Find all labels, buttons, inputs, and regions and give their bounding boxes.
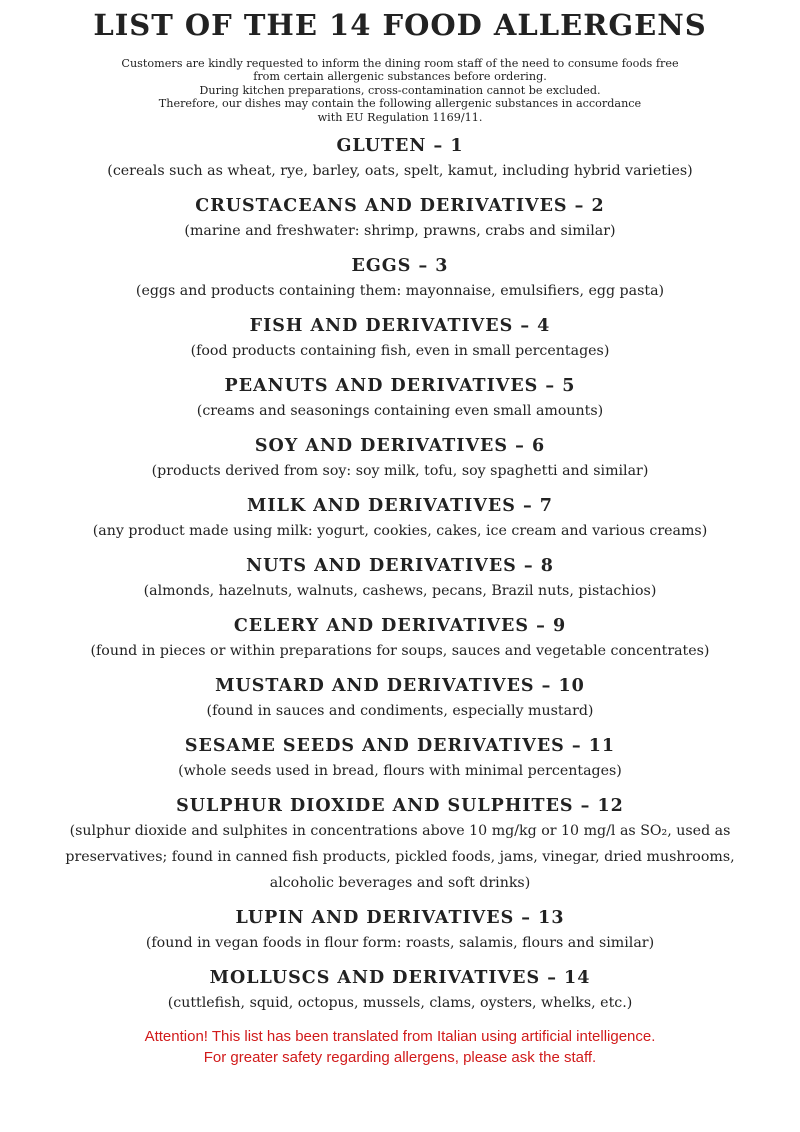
intro-line: from certain allergenic substances before ordering.: [253, 70, 547, 84]
allergen-description: (products derived from soy: soy milk, tofu, soy spaghetti and similar): [151, 463, 649, 480]
allergen-description: (cuttlefish, squid, octopus, mussels, clams, oysters, whelks, etc.): [167, 995, 633, 1012]
allergen-item-lupin: [0, 906, 800, 956]
intro-line: During kitchen preparations, cross-contamination cannot be excluded.: [199, 83, 601, 97]
allergen-item-celery: [0, 614, 800, 664]
allergen-title: CELERY AND DERIVATIVES – 9: [233, 616, 567, 637]
allergen-description: (marine and freshwater: shrimp, prawns, crabs and similar): [184, 223, 616, 240]
allergen-item-peanuts: [0, 374, 800, 424]
warning-line: For greater safety regarding allergens, please ask the staff.: [203, 1049, 597, 1067]
allergen-description: (food products containing fish, even in small percentages): [190, 343, 610, 360]
allergen-item-sulphites: [0, 794, 800, 896]
allergen-title: SULPHUR DIOXIDE AND SULPHITES – 12: [176, 796, 624, 817]
intro-line: with EU Regulation 1169/11.: [317, 110, 483, 124]
allergen-item-fish: [0, 314, 800, 364]
allergen-title: LUPIN AND DERIVATIVES – 13: [235, 908, 565, 929]
allergen-description: (almonds, hazelnuts, walnuts, cashews, pecans, Brazil nuts, pistachios): [143, 583, 657, 600]
warning-line: Attention! This list has been translated from Italian using artificial intelligence.: [144, 1028, 656, 1046]
allergen-item-gluten: [0, 134, 800, 184]
allergen-title: MOLLUSCS AND DERIVATIVES – 14: [209, 968, 591, 989]
allergen-description: (found in pieces or within preparations for soups, sauces and vegetable concentrates): [90, 643, 710, 660]
intro-line: Therefore, our dishes may contain the following allergenic substances in accordance: [158, 97, 642, 111]
allergen-description: (any product made using milk: yogurt, cookies, cakes, ice cream and various creams): [92, 523, 708, 540]
allergen-item-molluscs: [0, 966, 800, 1016]
intro-notice: [80, 57, 720, 124]
allergen-description: (creams and seasonings containing even small amounts): [196, 403, 604, 420]
allergen-title: SOY AND DERIVATIVES – 6: [254, 436, 546, 457]
intro-line: Customers are kindly requested to inform the dining room staff of the need to consume foods free: [121, 57, 679, 70]
translation-warning: [0, 1026, 800, 1068]
allergen-item-sesame: [0, 734, 800, 784]
allergen-title: MUSTARD AND DERIVATIVES – 10: [215, 676, 585, 697]
allergen-item-milk: [0, 494, 800, 544]
allergen-description: (found in vegan foods in flour form: roasts, salamis, flours and similar): [145, 935, 655, 952]
allergen-title: EGGS – 3: [351, 256, 449, 277]
allergen-item-eggs: [0, 254, 800, 304]
allergen-item-mustard: [0, 674, 800, 724]
page-title: LIST OF THE 14 FOOD ALLERGENS: [93, 8, 707, 42]
allergen-title: CRUSTACEANS AND DERIVATIVES – 2: [195, 196, 605, 217]
allergen-item-soy: [0, 434, 800, 484]
allergen-description: (found in sauces and condiments, especially mustard): [206, 703, 594, 720]
allergen-title: FISH AND DERIVATIVES – 4: [249, 316, 551, 337]
allergen-description: (whole seeds used in bread, flours with minimal percentages): [178, 763, 622, 780]
allergen-description: (eggs and products containing them: mayonnaise, emulsifiers, egg pasta): [135, 283, 665, 300]
allergen-title: SESAME SEEDS AND DERIVATIVES – 11: [184, 736, 616, 757]
allergen-title: GLUTEN – 1: [336, 136, 464, 157]
allergen-item-crustaceans: [0, 194, 800, 244]
allergen-description: (cereals such as wheat, rye, barley, oats, spelt, kamut, including hybrid varieties): [107, 163, 693, 180]
allergen-title: NUTS AND DERIVATIVES – 8: [246, 556, 554, 577]
allergen-description: (sulphur dioxide and sulphites in concentrations above 10 mg/kg or 10 mg/l as SO₂, used as preservatives; found in canned fish products, pickled foods, jams, vinegar, dried mushrooms, alcoholic beverages and soft drinks): [65, 823, 735, 892]
allergen-list: [0, 134, 800, 1016]
allergen-title: PEANUTS AND DERIVATIVES – 5: [224, 376, 576, 397]
allergen-item-nuts: [0, 554, 800, 604]
allergen-title: MILK AND DERIVATIVES – 7: [247, 496, 553, 517]
